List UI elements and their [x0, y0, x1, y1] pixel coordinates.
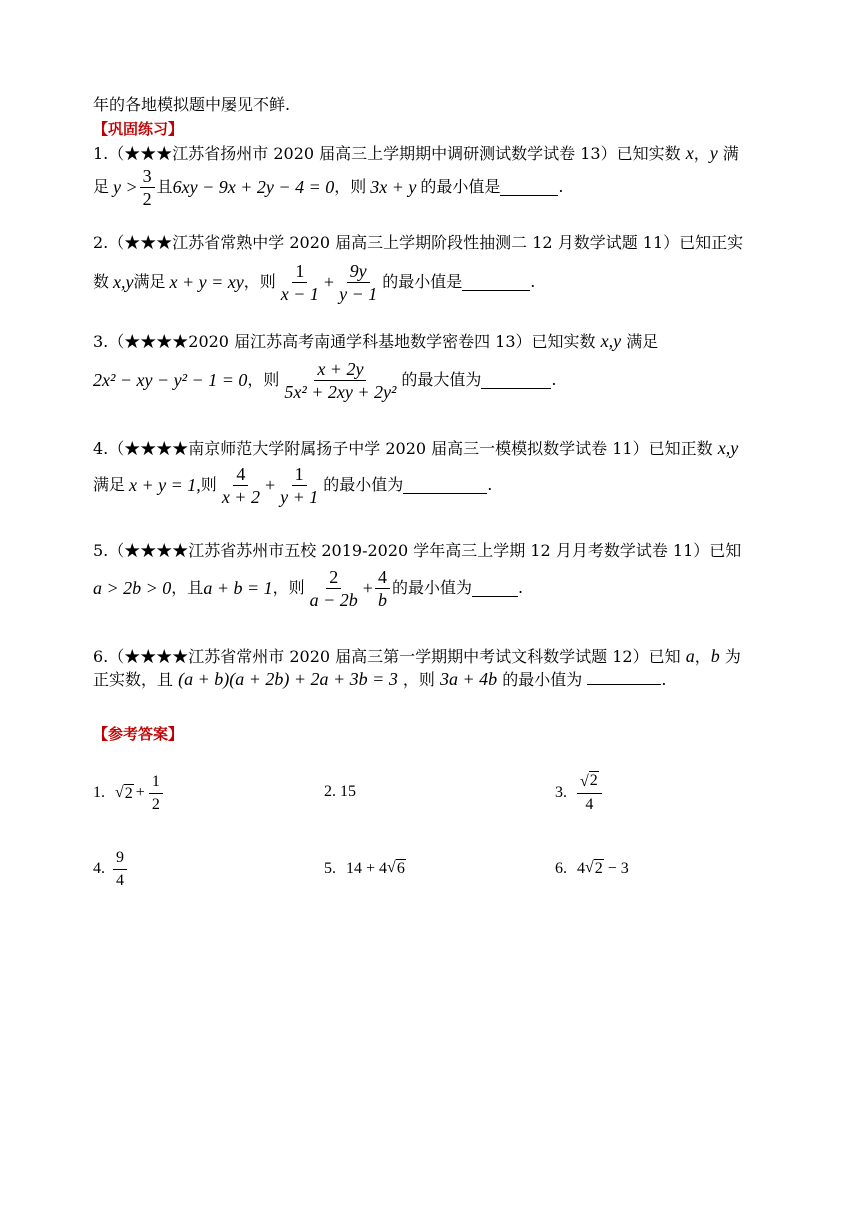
answer-blank	[587, 668, 661, 685]
answer-blank	[472, 580, 518, 597]
problem-4-line-1: 4.（★★★★南京师范大学附属扬子中学 2020 届高三一模模拟数学试卷 11）已知正数 x,y	[93, 438, 739, 458]
problem-1-line-1: 1.（★★★江苏省扬州市 2020 届高三上学期期中调研测试数学试卷 13）已知实数 x，y 满	[93, 143, 739, 163]
fraction: $\frac{1}{x - 1}$	[280, 260, 319, 304]
sqrt: √ 6	[387, 859, 405, 877]
answer-6: 6. 4 √ 2 − 3	[555, 859, 629, 877]
fraction: $\frac{4}{x + 2}$	[221, 463, 260, 507]
answer-blank	[481, 372, 551, 389]
answer-blank	[462, 274, 530, 291]
fraction: $\frac{1}{2}$	[149, 771, 163, 816]
fraction: √ 2 4	[577, 771, 602, 816]
problem-6-line-1: 6.（★★★★江苏省常州市 2020 届高三第一学期期中考试文科数学试题 12）已知 a，b 为	[93, 646, 741, 666]
answer-blank	[403, 477, 487, 494]
problem-2-line-2: 数 x,y 满足 x + y = xy ，则 $\frac{1}{x - 1}$ + $\frac{9y}{y - 1}$ 的最小值是 .	[93, 260, 536, 304]
fraction: $\frac{x + 2y}{\text{5x² + 2xy + 2y²}}$	[284, 358, 397, 402]
problem-1-line-2: 足 y > $\frac{3}{2}$ 且 6xy − 9x + 2y − 4 = 0 ，则 3x + y 的最小值是 .	[93, 165, 564, 209]
answer-2: 2. 15	[324, 783, 356, 800]
answer-5: 5. 14 + 4 √ 6	[324, 859, 405, 877]
intro-tail: 年的各地模拟题中屡见不鲜.	[93, 95, 291, 114]
problem-3-line-1: 3.（★★★★2020 届江苏高考南通学科基地数学密卷四 13）已知实数 x,y 满足	[93, 331, 659, 351]
answer-3: 3. √ 2 4	[555, 770, 604, 816]
sqrt: √ 2	[115, 783, 133, 802]
answer-1: 1. √ 2 + $\frac{1}{2}$	[93, 770, 165, 816]
problem-2-line-1: 2.（★★★江苏省常熟中学 2020 届高三上学期阶段性抽测二 12 月数学试题 11）已知正实	[93, 233, 744, 252]
answer-4: 4. $\frac{9}{4}$	[93, 846, 129, 892]
fraction: $\frac{4}{b}$	[375, 566, 390, 611]
fraction: $\frac{2}{a - 2b}$	[309, 566, 358, 610]
fraction: $\frac{3}{2}$	[140, 165, 155, 210]
fraction: $\frac{9y}{y - 1}$	[339, 260, 378, 304]
problem-5-line-1: 5.（★★★★江苏省苏州市五校 2019-2020 学年高三上学期 12 月月考数学试卷 11）已知	[93, 541, 742, 560]
answer-heading: 【参考答案】	[93, 725, 184, 743]
problem-6-line-2: 正实数，且 (a + b)(a + 2b) + 2a + 3b = 3 ，则 3a + 4b 的最小值为 .	[93, 669, 667, 689]
problem-5-line-2: a > 2b > 0 ，且 a + b = 1 ，则 $\frac{2}{a - 2b}$ + $\frac{4}{b}$ 的最小值为 .	[93, 566, 524, 610]
practice-heading: 【巩固练习】	[93, 120, 184, 138]
sqrt: √ 2	[585, 859, 603, 877]
answer-blank	[500, 179, 558, 196]
problem-3-line-2: 2x² − xy − y² − 1 = 0 ，则 $\frac{x + 2y}{\text{5x² + 2xy + 2y²}}$ 的最大值为 .	[93, 358, 557, 402]
problem-4-line-2: 满足 x + y = 1, 则 $\frac{4}{x + 2}$ + $\frac{1}{y + 1}$ 的最小值为 .	[93, 463, 493, 507]
fraction: $\frac{1}{y + 1}$	[280, 463, 319, 507]
fraction: $\frac{9}{4}$	[113, 847, 127, 892]
